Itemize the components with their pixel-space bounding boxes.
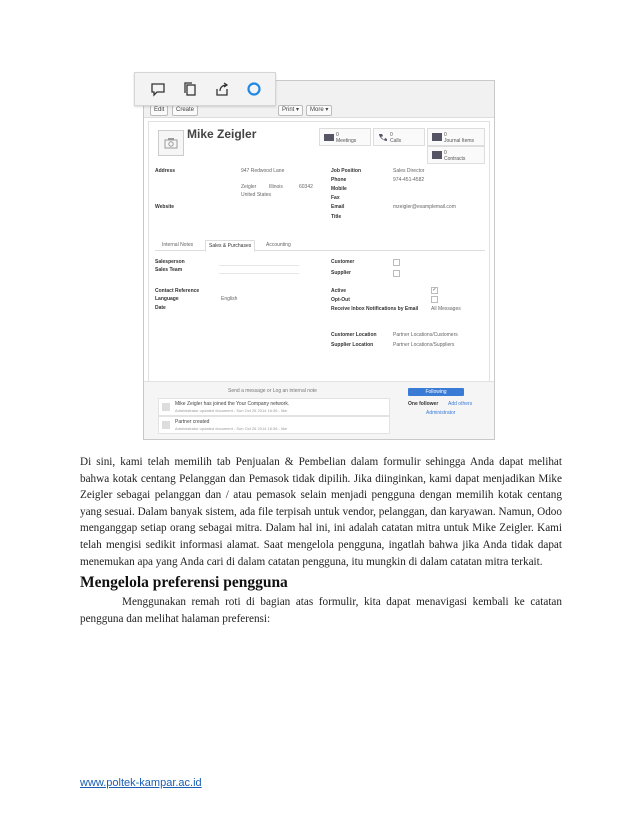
assistant-circle-icon[interactable] [245, 80, 263, 98]
meetings-count: 0 [336, 132, 339, 138]
supplier-location-label: Supplier Location [331, 342, 374, 348]
opt-out-label: Opt-Out [331, 297, 350, 303]
contracts-count: 0 [444, 150, 447, 156]
city-value[interactable]: Zeigler [241, 184, 257, 190]
chatter-message [158, 398, 390, 416]
mobile-label: Mobile [331, 186, 347, 192]
book-icon [432, 151, 442, 159]
calendar-icon [324, 133, 334, 141]
message-text: Partner created [175, 419, 210, 425]
avatar[interactable] [158, 130, 184, 156]
receive-inbox-value[interactable]: All Messages [431, 306, 461, 312]
contact-reference-label: Contact Reference [155, 288, 200, 294]
date-label: Date [155, 305, 166, 311]
street-value[interactable]: 947 Redwood Lane [241, 168, 285, 174]
phone-icon [378, 133, 388, 141]
calls-smart-button[interactable] [373, 128, 425, 146]
calls-count: 0 [390, 132, 393, 138]
meetings-label: Meetings [336, 138, 357, 144]
salesperson-label: Salesperson [155, 259, 185, 265]
journal-items-smart-button[interactable] [427, 128, 485, 146]
body-paragraph: Menggunakan remah roti di bagian atas formulir, kita dapat menavigasi kembali ke catatan pengguna dan melihat halaman preferensi: [80, 596, 562, 625]
state-value[interactable]: Illinois [269, 184, 283, 190]
partner-form-sheet [148, 121, 490, 413]
viewer-toolbar [134, 72, 276, 106]
form-tabs [155, 240, 485, 251]
section-heading: Mengelola preferensi pengguna [80, 574, 288, 591]
supplier-location-value[interactable]: Partner Locations/Suppliers [393, 342, 455, 348]
chatter-message [158, 416, 390, 434]
opt-out-checkbox[interactable] [431, 296, 438, 303]
avatar-icon [162, 403, 170, 411]
journal-count: 0 [444, 132, 447, 138]
active-checkbox[interactable]: ✓ [432, 287, 437, 293]
camera-icon [164, 137, 178, 149]
journal-label: Journal Items [444, 138, 475, 144]
receive-inbox-label: Receive Inbox Notifications by Email [331, 306, 419, 312]
zip-value[interactable]: 60342 [299, 184, 313, 190]
edit-button[interactable]: Edit [150, 105, 168, 116]
language-value[interactable]: English [221, 296, 238, 302]
contracts-label: Contracts [444, 156, 466, 162]
supplier-label: Supplier [331, 270, 352, 276]
tab-sales-purchases[interactable]: Sales & Purchases [205, 240, 255, 252]
print-button[interactable]: Print ▾ [278, 105, 303, 116]
active-label: Active [331, 288, 347, 294]
body-paragraph: Di sini, kami telah memilih tab Penjualan & Pembelian dalam formulir sehingga Anda dapat melihat bahwa kotak centang Pelanggan dan Pemasok tidak dipilih. Jika diinginkan, kami dapat menjadikan Mike Zeigler sebagai pelanggan dan / atau pemasok selain menjadi pengguna dengan memilih kotak centang yang sesuai. Dalam banyak sistem, ada file terpisah untuk vendor, pelanggan, dan karyawan. Namun, Odoo menganggap setiap orang sebagai mitra. Dalam hal ini, ini adalah catatan mitra untuk Mike Zeigler. Kami telah mengisi sedikit informasi alamat. Saat mengelola pengguna, ingatlah bahwa jika Anda tidak dapat menemukan apa yang Anda cari di dalam catatan pengguna, itu mungkin di dalam catatan mitra terkait. [80, 456, 562, 568]
list-icon [432, 133, 442, 141]
calls-label: Calls [390, 138, 402, 144]
sales-team-field[interactable] [219, 273, 299, 274]
avatar-icon [162, 421, 170, 429]
address-label: Address [155, 168, 176, 174]
phone-value[interactable]: 974-451-4582 [393, 177, 425, 183]
share-icon[interactable] [213, 80, 231, 98]
or-text: or [266, 388, 272, 394]
salesperson-field[interactable] [219, 265, 299, 266]
supplier-checkbox[interactable] [393, 270, 400, 277]
email-value[interactable]: mzeigler@examplemail.com [393, 204, 456, 210]
followers-count: One follower [408, 401, 439, 407]
comment-icon[interactable] [149, 80, 167, 98]
copy-icon[interactable] [181, 80, 199, 98]
message-text: Mike Zeigler has joined the Your Company network. [175, 401, 290, 407]
tab-internal-notes[interactable]: Internal Notes [162, 242, 194, 248]
job-position-label: Job Position [331, 168, 361, 174]
footer-link[interactable]: www.poltek-kampar.ac.id [80, 777, 202, 789]
customer-location-label: Customer Location [331, 332, 377, 338]
tab-accounting[interactable]: Accounting [266, 242, 291, 248]
send-message-link[interactable]: Send a message [228, 388, 266, 394]
customer-checkbox[interactable] [393, 259, 400, 266]
odoo-partner-screenshot [143, 80, 495, 440]
job-position-value[interactable]: Sales Director [393, 168, 425, 174]
email-label: Email [331, 204, 345, 210]
log-note-link[interactable]: Log an internal note [272, 388, 317, 394]
sales-team-label: Sales Team [155, 267, 183, 273]
chatter-compose [228, 388, 317, 394]
chatter-panel [144, 381, 494, 440]
phone-label: Phone [331, 177, 347, 183]
following-button[interactable]: Following [408, 388, 464, 396]
follower-name[interactable]: Administrator [426, 410, 456, 416]
country-value[interactable]: United States [241, 192, 272, 198]
meetings-smart-button[interactable] [319, 128, 371, 146]
more-button[interactable]: More ▾ [306, 105, 332, 116]
create-button[interactable]: Create [172, 105, 198, 116]
message-meta: Administrator updated document - Sun Oct 26 2014 16:36 - like [175, 426, 288, 431]
title-label: Title [331, 214, 342, 220]
customer-location-value[interactable]: Partner Locations/Customers [393, 332, 458, 338]
fax-label: Fax [331, 195, 340, 201]
language-label: Language [155, 296, 179, 302]
website-label: Website [155, 204, 175, 210]
contracts-smart-button[interactable] [427, 146, 485, 164]
add-others-link[interactable]: Add others [448, 401, 473, 407]
customer-label: Customer [331, 259, 355, 265]
message-meta: Administrator updated document - Sun Oct 26 2014 16:36 - like [175, 408, 288, 413]
partner-name: Mike Zeigler [187, 127, 257, 141]
